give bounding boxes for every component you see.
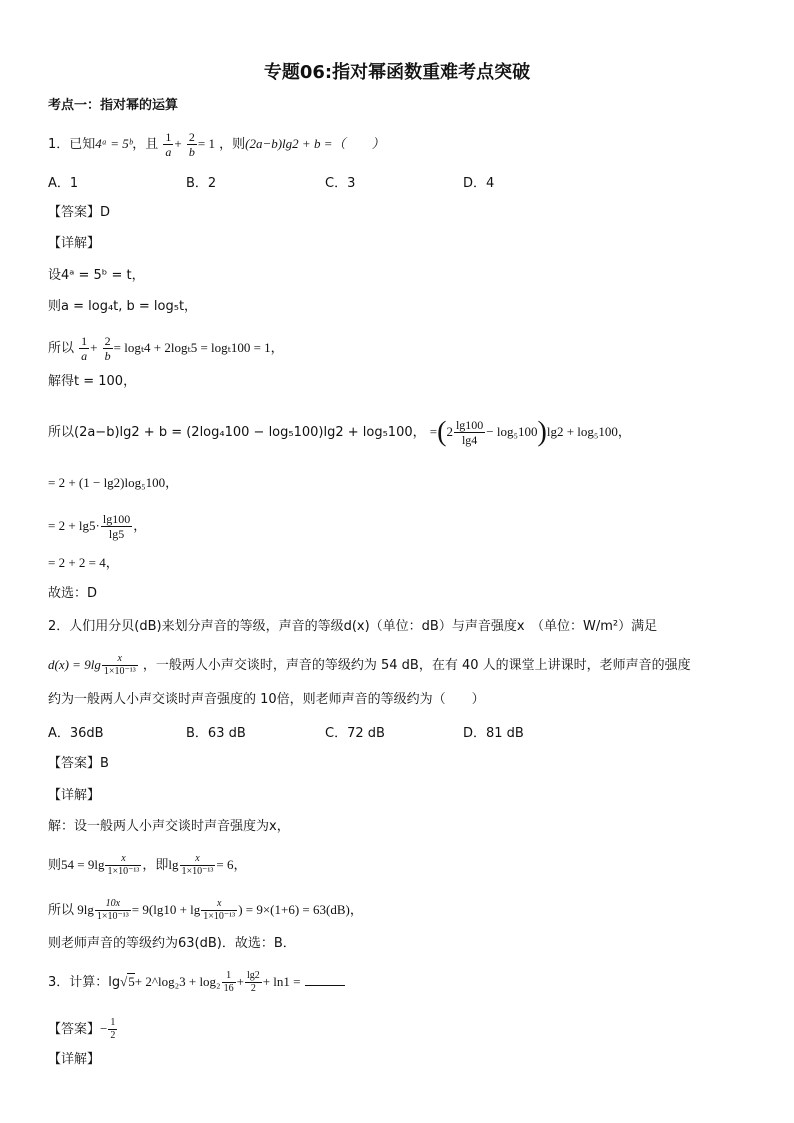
q2-step-2: 则54 = 9lg $\frac{x}{\text{1×10⁻¹³}}$ ，即lg $\frac{x}{\text{1×10⁻¹³}}$ = 6， — [48, 853, 247, 877]
page-title: 专题06:指对幂函数重难考点突破 — [263, 62, 531, 83]
q1-conclusion: 故选：D — [48, 586, 98, 601]
section-heading: 考点一：指对幂的运算 — [48, 98, 179, 113]
q2-step-4: 则老师声音的等级约为63(dB)．故选：B． — [48, 936, 296, 951]
q1-option-c: C．3 — [325, 176, 356, 191]
answer-blank — [305, 973, 345, 986]
q3-stem: 3．计算：lg√5+ 2^log₂3 + log₂ $\frac{1}{16}$ + $\frac{\lg 2}{2}$ + ln1 = — [48, 970, 345, 995]
q1-step-2: 则a = log₄t, b = log₅t， — [48, 299, 198, 314]
q3-detail-label: 【详解】 — [48, 1052, 101, 1067]
q1-step-7: = 2 + lg5· $\frac{\lg 100}{\lg 5}$ ， — [48, 512, 147, 541]
q2-step-3: 所以 9lg $\frac{10x}{\text{1×10⁻¹³}}$ = 9(lg10 + lg $\frac{x}{\text{1×10⁻¹³}}$ ) = 9×(1+6) = 63(dB)， — [48, 898, 363, 922]
q1-step-1: 设4ᵃ = 5ᵇ = t， — [48, 268, 145, 283]
q1-step-3: 所以 $\frac{1}{a}$ + $\frac{2}{b}$ = logₜ4 + 2logₜ5 = logₜ100 = 1， — [48, 334, 284, 363]
q2-stem-line-2: d(x) = 9lg $\frac{x}{\text{1×10⁻¹³}}$ ，一般两人小声交谈时，声音的等级约为 54 dB，在有 40 人的课堂上讲课时，老师声音的强度 — [48, 653, 691, 677]
q2-detail-label: 【详解】 — [48, 788, 101, 803]
q1-answer: 【答案】D — [48, 205, 111, 220]
q1-detail-label: 【详解】 — [48, 236, 101, 251]
q1-stem: 1．已知4ᵃ = 5ᵇ，且 $\frac{1}{a}$ + $\frac{2}{b}$ = 1 ，则(2a−b)lg2 + b =（ ） — [48, 130, 385, 159]
q2-option-d: D．81 dB — [463, 726, 524, 741]
q2-option-c: C．72 dB — [325, 726, 385, 741]
q1-step-5: 所以(2a−b)lg2 + b = (2log₄100 − log₅100)lg2 + log₅100， =(2 $\frac{\lg 100}{\lg 4}$ − log₅100)lg2 + log₅100， — [48, 416, 631, 448]
q1-option-d: D．4 — [463, 176, 495, 191]
q1-option-a: A．1 — [48, 176, 79, 191]
q1-step-8: = 2 + 2 = 4， — [48, 555, 119, 570]
q1-option-b: B．2 — [186, 176, 217, 191]
q2-answer: 【答案】B — [48, 756, 109, 771]
q2-option-b: B．63 dB — [186, 726, 246, 741]
q2-stem-line-3: 约为一般两人小声交谈时声音强度的 10倍，则老师声音的等级约为（ ） — [48, 692, 485, 707]
q2-stem-line-1: 2．人们用分贝(dB)来划分声音的等级，声音的等级d(x)（单位：dB）与声音强度x （单位：W/m²）满足 — [48, 619, 658, 634]
q1-step-6: = 2 + (1 − lg2)log₅100， — [48, 475, 179, 490]
q3-answer: 【答案】− $\frac{1}{2}$ — [48, 1017, 116, 1041]
q1-step-4: 解得t = 100， — [48, 374, 137, 389]
q2-step-1: 解：设一般两人小声交谈时声音强度为x， — [48, 819, 290, 834]
q2-option-a: A．36dB — [48, 726, 104, 741]
